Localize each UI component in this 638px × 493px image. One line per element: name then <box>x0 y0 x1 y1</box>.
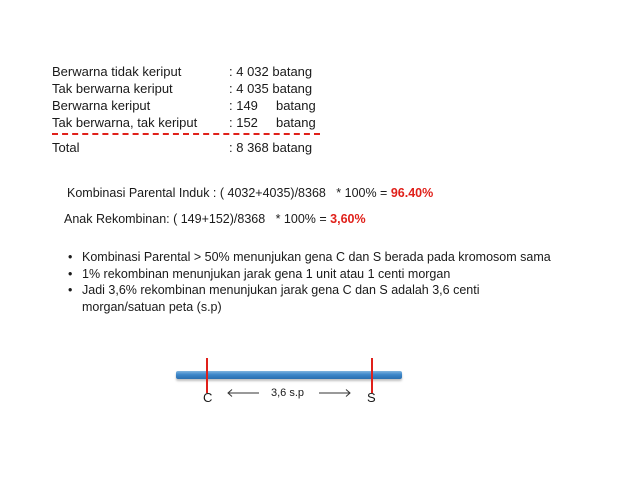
list-item-text: Kombinasi Parental > 50% menunjukan gena C dan S berada pada kromosom sama <box>82 250 551 264</box>
parental-formula <box>67 185 433 201</box>
total-value: : 8 368 batang <box>229 140 313 155</box>
table-row-value: : 149 batang <box>229 98 316 113</box>
explanation-list <box>66 249 556 315</box>
gene-c-marker <box>206 358 208 393</box>
arrow-left-icon <box>226 388 260 398</box>
table-row-value: : 4 032 batang <box>229 64 313 79</box>
table-row-value: : 4 035 batang <box>229 81 313 96</box>
table-row-value: : 152 batang <box>229 115 316 130</box>
parental-result: 96.40% <box>390 186 434 200</box>
distance-label: 3,6 s.p <box>271 387 305 399</box>
dashed-divider <box>52 133 320 135</box>
table-row-label: Tak berwarna keriput <box>52 81 173 96</box>
table-row-label: Tak berwarna, tak keriput <box>52 115 198 130</box>
list-item <box>66 282 556 315</box>
bullet-icon: • <box>68 250 73 264</box>
total-label: Total <box>52 140 80 155</box>
table-row-label: Berwarna keriput <box>52 98 151 113</box>
recombinant-result: 3,60% <box>330 212 366 226</box>
chromosome-bar <box>176 371 402 379</box>
gene-s-marker <box>371 358 373 393</box>
gene-s-label: S <box>367 390 376 405</box>
table-row-label: Berwarna tidak keriput <box>52 64 182 79</box>
list-item-text: 1% rekombinan menunjukan jarak gena 1 unit atau 1 centi morgan <box>82 266 451 281</box>
list-item <box>66 266 556 283</box>
arrow-right-icon <box>318 388 352 398</box>
recombinant-formula <box>64 211 366 227</box>
parental-formula-text: Kombinasi Parental Induk : ( 4032+4035)/8368 * 100% = <box>67 186 391 200</box>
gene-c-label: C <box>203 390 213 405</box>
bullet-icon: • <box>68 283 73 297</box>
recombinant-formula-text: Anak Rekombinan: ( 149+152)/8368 * 100% = <box>64 212 331 226</box>
bullet-icon: • <box>68 266 73 281</box>
list-item <box>66 249 556 266</box>
list-item-text: Jadi 3,6% rekombinan menunjukan jarak gena C dan S adalah 3,6 centi morgan/satuan peta (s.p) <box>82 283 480 314</box>
